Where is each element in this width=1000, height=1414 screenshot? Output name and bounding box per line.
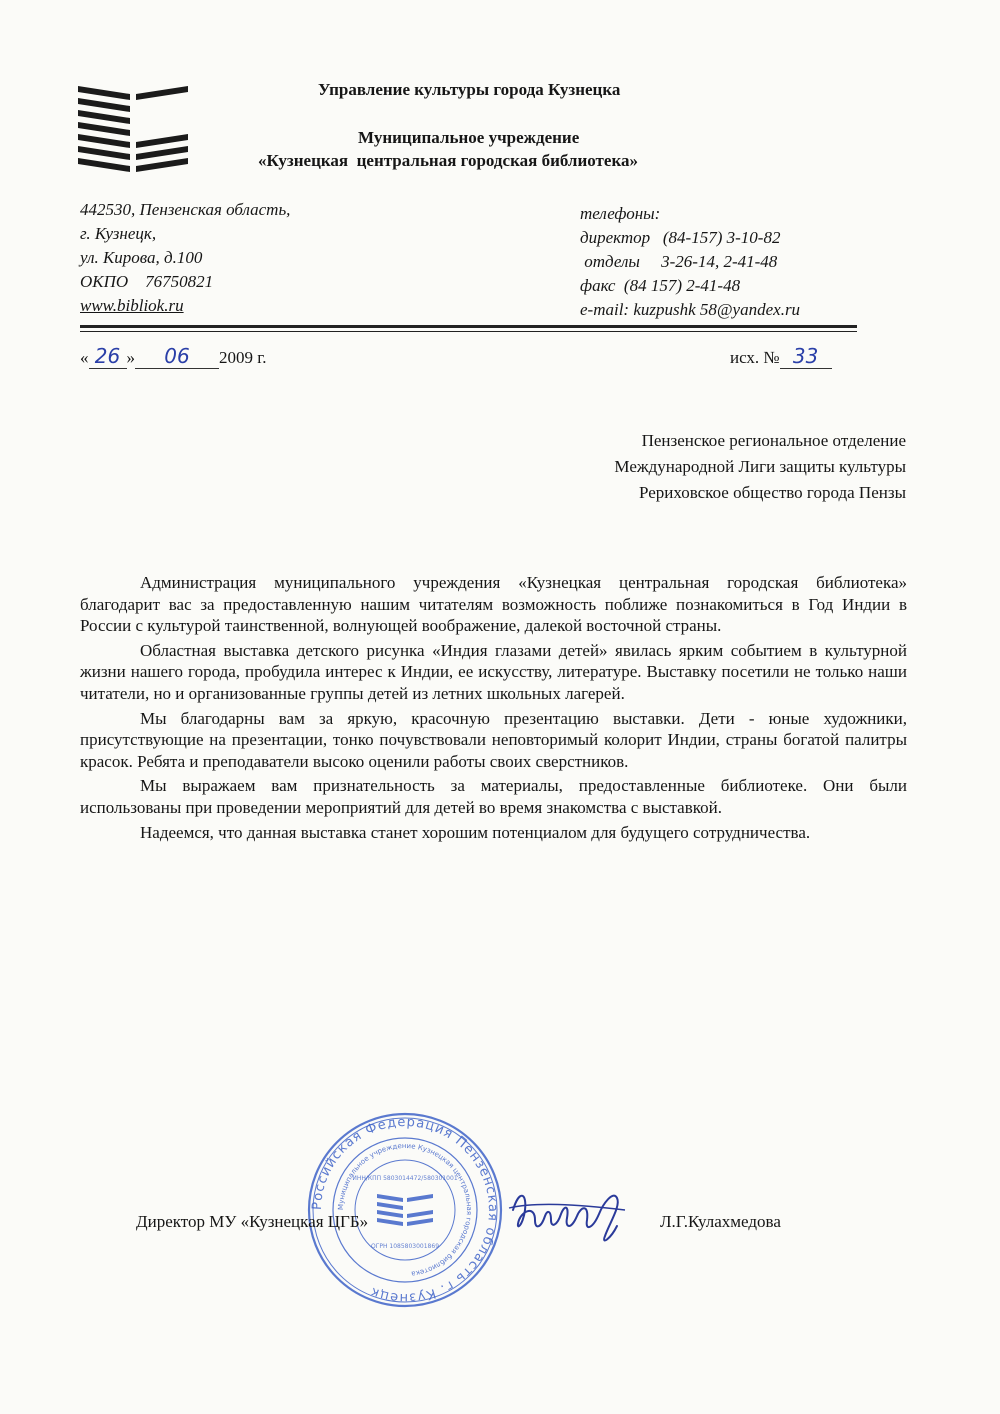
body-paragraph-5: Надеемся, что данная выставка станет хорошим потенциалом для будущего сотрудничества. <box>140 822 811 842</box>
library-book-logo-icon <box>78 86 188 176</box>
phone-director: директор (84-157) 3-10-82 <box>580 228 781 247</box>
outgoing-number-handwritten: 33 <box>792 344 819 368</box>
address-street: ул. Кирова, д.100 <box>80 248 203 267</box>
official-stamp-icon <box>305 1110 505 1310</box>
svg-text:Муниципальное учреждение Кузне <box>337 1142 473 1278</box>
date-year: 2009 г. <box>219 348 267 367</box>
letter-body <box>80 572 907 846</box>
recipient-block <box>614 428 906 506</box>
stamp-ogrn: ОГРН 1085803001869 <box>370 1243 440 1250</box>
department-name: Управление культуры города Кузнецка <box>318 80 621 99</box>
recipient-line-3: Рериховское общество города Пензы <box>638 483 906 502</box>
stamp-inner-text: Муниципальное учреждение Кузнецкая центральная городская библиотека <box>336 1141 474 1278</box>
header-divider-thick <box>80 325 857 328</box>
phones-block <box>580 202 800 322</box>
body-paragraph-3: Мы благодарны вам за яркую, красочную презентацию выставки. Дети - юные художники, присутствующие на презентации, тонко почувствовали неповторимый колорит Индии, страны богатой палитры красок. Ребята и преподаватели высоко оценили работы своих сверстников. <box>80 708 907 771</box>
institution-name: «Кузнецкая центральная городская библиотека» <box>258 151 638 170</box>
recipient-line-1: Пензенское региональное отделение <box>641 431 906 450</box>
phone-fax: факс (84 157) 2-41-48 <box>580 276 741 295</box>
address-region: 442530, Пензенская область, <box>80 200 291 219</box>
letter-date <box>80 344 267 369</box>
header-divider-thin <box>80 331 857 332</box>
outgoing-label: исх. № <box>730 348 780 367</box>
phone-departments: отделы 3-26-14, 2-41-48 <box>580 252 778 271</box>
signer-name: Л.Г.Кулахмедова <box>660 1212 781 1231</box>
signer-title: Директор МУ «Кузнецкая ЦГБ» <box>136 1212 369 1231</box>
outgoing-number-field <box>780 344 832 369</box>
date-month-handwritten: 06 <box>164 344 190 368</box>
stamp-inn: ИНН/КПП 5803014472/580301001 <box>352 1175 458 1182</box>
date-close-quote: » <box>126 348 135 367</box>
outgoing-number <box>730 344 832 369</box>
body-paragraph-1: Администрация муниципального учреждения «Кузнецкая центральная городская библиотека» благодарит вас за предоставленную нашим читателям возможность поближе познакомиться в Год Индии в России с культурой таинственной, волнующей воображение, далекой восточной страны. <box>80 573 907 636</box>
body-paragraph-2: Областная выставка детского рисунка «Индия глазами детей» явилась ярким событием в культурной жизни нашего города, пробудила интерес к Индии, ее искусству, литературе. Выставку посетили не только наши читатели, но и организованные группы детей из летних школьных лагерей. <box>80 640 907 703</box>
recipient-line-2: Международной Лиги защиты культуры <box>614 457 906 476</box>
stamp-outer-text: Российская Федерация Пензенская область г. Кузнецк <box>309 1114 501 1306</box>
handwritten-signature-icon <box>505 1180 645 1250</box>
address-okpo: ОКПО 76750821 <box>80 272 214 291</box>
body-paragraph-4: Мы выражаем вам признательность за материалы, предоставленные библиотеке. Они были использованы при проведении мероприятий для детей во время знакомства с выставкой. <box>80 776 907 817</box>
website-link[interactable]: www.bibliok.ru <box>80 296 184 315</box>
address-city: г. Кузнецк, <box>80 224 157 243</box>
institution-type: Муниципальное учреждение <box>358 128 580 147</box>
date-month <box>135 344 219 369</box>
date-day-handwritten: 26 <box>94 344 121 368</box>
phones-heading: телефоны: <box>580 204 661 223</box>
address-block <box>80 198 290 318</box>
date-day <box>89 344 127 369</box>
date-open-quote: « <box>80 348 89 367</box>
email-address: e-mail: kuzpushk 58@yandex.ru <box>580 300 801 319</box>
